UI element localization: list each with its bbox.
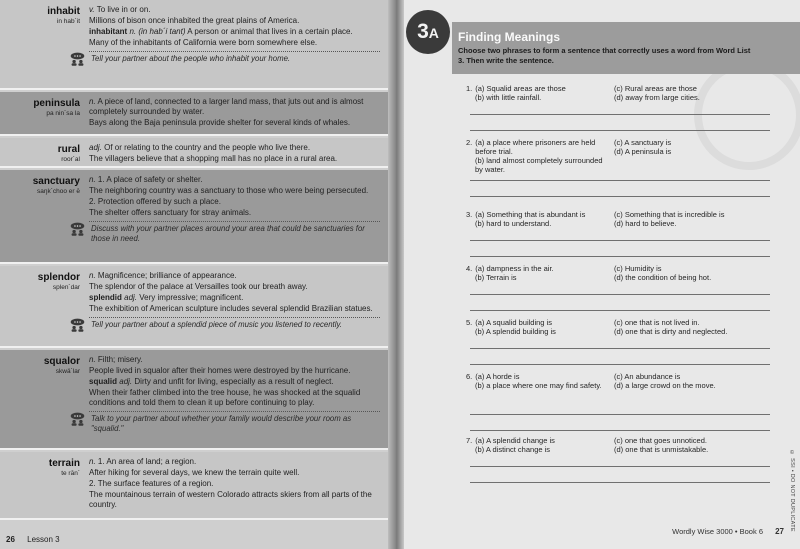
derived-word: splendid bbox=[89, 293, 122, 302]
choice-a: (a) Something that is abundant is bbox=[475, 210, 586, 219]
choice-a-row bbox=[466, 436, 606, 445]
section-title: Finding Meanings bbox=[458, 30, 560, 44]
dotted-divider bbox=[89, 221, 380, 222]
line-text: Dirty and unfit for living, especially as a result of neglect. bbox=[134, 377, 334, 386]
choice-a-row bbox=[466, 318, 606, 327]
definition bbox=[89, 97, 380, 117]
discussion-prompt bbox=[89, 414, 380, 434]
pronunciation: splen´dar bbox=[52, 284, 80, 291]
line-text: The shelter offers sanctuary for stray animals. bbox=[89, 208, 252, 217]
example-sentence bbox=[89, 282, 380, 292]
choices-cd bbox=[614, 84, 784, 102]
choice-b: (b) hard to understand. bbox=[475, 219, 552, 228]
entry-definitions bbox=[89, 138, 380, 165]
entry-definitions bbox=[89, 350, 380, 434]
pronunciation: te rān´ bbox=[61, 470, 80, 477]
book-spine bbox=[388, 0, 404, 549]
word-entries bbox=[0, 0, 388, 520]
choices-ab bbox=[466, 210, 606, 228]
answer-line[interactable] bbox=[470, 256, 770, 257]
question-number: 4. bbox=[466, 264, 473, 273]
choice-c: (c) Humidity is bbox=[614, 264, 662, 273]
definition bbox=[89, 377, 380, 387]
part-of-speech: adj. bbox=[124, 293, 138, 302]
left-page bbox=[0, 0, 392, 549]
entry-0 bbox=[0, 0, 388, 90]
left-page-number: 26 bbox=[6, 535, 15, 544]
question-7 bbox=[466, 436, 786, 486]
line-text: Millions of bison once inhabited the great plains of America. bbox=[89, 16, 300, 25]
lesson-badge bbox=[406, 10, 450, 54]
example-sentence bbox=[89, 118, 380, 128]
choice-b: (b) a place where one may find safety. bbox=[475, 381, 602, 390]
choice-a: (a) a place where prisoners are held before trial. bbox=[475, 138, 596, 156]
answer-line[interactable] bbox=[470, 414, 770, 415]
choice-a-row bbox=[466, 210, 606, 219]
question-number: 7. bbox=[466, 436, 473, 445]
line-text: The exhibition of American sculpture includes several splendid Brazilian statues. bbox=[89, 304, 373, 313]
answer-line[interactable] bbox=[470, 348, 770, 349]
question-1 bbox=[466, 84, 786, 134]
choice-a-row bbox=[466, 264, 606, 273]
choices-ab bbox=[466, 372, 606, 390]
question-5 bbox=[466, 318, 786, 368]
entry-4 bbox=[0, 266, 388, 348]
lesson-label: Lesson 3 bbox=[27, 535, 60, 544]
left-page-footer bbox=[6, 535, 60, 544]
choices-ab bbox=[466, 436, 606, 454]
choice-a-row bbox=[466, 84, 606, 93]
line-text: Bays along the Baja peninsula provide shelter for several kinds of whales. bbox=[89, 118, 351, 127]
line-text: Of or relating to the country and the people who live there. bbox=[104, 143, 311, 152]
entry-6 bbox=[0, 452, 388, 520]
entry-definitions bbox=[89, 0, 380, 66]
copyright-note: © SSI • DO NOT DUPLICATE bbox=[789, 450, 795, 532]
entry-3 bbox=[0, 170, 388, 264]
pronunciation: skwä´lar bbox=[55, 368, 80, 375]
choice-c: (c) one that is not lived in. bbox=[614, 318, 700, 327]
discussion-text: Tell your partner about a splendid piece of music you listened to recently. bbox=[91, 320, 342, 329]
answer-line[interactable] bbox=[470, 364, 770, 365]
line-text: When their father climbed into the tree house, he was shocked at the squalid conditions and told them to clean it up before continuing to play. bbox=[89, 388, 361, 407]
definition bbox=[89, 27, 380, 37]
line-text: The neighboring country was a sanctuary to those who were being persecuted. bbox=[89, 186, 369, 195]
headword: terrain bbox=[48, 458, 80, 469]
book-title: Wordly Wise 3000 • Book 6 bbox=[672, 527, 763, 536]
example-sentence bbox=[89, 490, 380, 510]
choice-a: (a) A horde is bbox=[475, 372, 520, 381]
example-sentence bbox=[89, 208, 380, 218]
discussion-text: Discuss with your partner places around your area that could be sanctuaries for those in need. bbox=[91, 224, 365, 243]
discussion-prompt bbox=[89, 224, 380, 244]
answer-line[interactable] bbox=[470, 430, 770, 431]
question-number: 3. bbox=[466, 210, 473, 219]
part-of-speech: n. bbox=[89, 175, 96, 184]
question-number: 1. bbox=[466, 84, 473, 93]
question-number: 2. bbox=[466, 138, 473, 147]
choice-c: (c) A sanctuary is bbox=[614, 138, 672, 147]
line-text: 2. The surface features of a region. bbox=[89, 479, 214, 488]
entry-headword bbox=[0, 266, 84, 291]
choice-d: (d) one that is dirty and neglected. bbox=[614, 327, 728, 336]
line-text: After hiking for several days, we knew the terrain quite well. bbox=[89, 468, 300, 477]
discussion-prompt bbox=[89, 320, 380, 332]
badge-letter: A bbox=[428, 25, 439, 41]
question-6 bbox=[466, 372, 786, 422]
line-text: Magnificence; brilliance of appearance. bbox=[97, 271, 237, 280]
question-number: 6. bbox=[466, 372, 473, 381]
choice-c: (c) Rural areas are those bbox=[614, 84, 697, 93]
choice-d: (d) A peninsula is bbox=[614, 147, 672, 156]
line-text: The mountainous terrain of western Colorado attracts skiers from all parts of the country. bbox=[89, 490, 372, 509]
choices-ab bbox=[466, 138, 606, 174]
example-sentence bbox=[89, 16, 380, 26]
entry-headword bbox=[0, 350, 84, 375]
pronunciation: in hab´it bbox=[56, 18, 80, 25]
derived-word: squalid bbox=[89, 377, 118, 386]
choice-d: (d) one that is unmistakable. bbox=[614, 445, 709, 454]
choice-d: (d) the condition of being hot. bbox=[614, 273, 712, 282]
example-sentence bbox=[89, 38, 380, 48]
choices-ab bbox=[466, 318, 606, 336]
partner-talk-icon bbox=[69, 52, 86, 66]
part-of-speech: n. bbox=[89, 355, 96, 364]
choice-a-row bbox=[466, 372, 606, 381]
part-of-speech: adj. bbox=[119, 377, 133, 386]
right-page-number: 27 bbox=[775, 527, 784, 536]
line-text: The splendor of the palace at Versailles took our breath away. bbox=[89, 282, 308, 291]
entry-headword bbox=[0, 138, 84, 163]
choice-b: (b) A distinct change is bbox=[475, 445, 551, 454]
entry-2 bbox=[0, 138, 388, 168]
answer-line[interactable] bbox=[470, 180, 770, 181]
choice-d: (d) away from large cities. bbox=[614, 93, 700, 102]
partner-talk-icon bbox=[69, 318, 86, 332]
part-of-speech: adj. bbox=[89, 143, 102, 152]
right-page bbox=[404, 0, 800, 549]
line-text: 2. Protection offered by such a place. bbox=[89, 197, 221, 206]
answer-line[interactable] bbox=[470, 196, 770, 197]
choice-c: (c) An abundance is bbox=[614, 372, 681, 381]
example-sentence bbox=[89, 479, 380, 489]
choices-ab bbox=[466, 264, 606, 282]
headword: peninsula bbox=[33, 98, 80, 109]
choices-ab bbox=[466, 84, 606, 102]
definition bbox=[89, 457, 380, 467]
discussion-prompt bbox=[89, 54, 380, 66]
entry-headword bbox=[0, 452, 84, 477]
entry-definitions bbox=[89, 452, 380, 511]
headword: rural bbox=[57, 144, 80, 155]
badge-number: 3 bbox=[417, 20, 429, 43]
entry-definitions bbox=[89, 266, 380, 332]
example-sentence bbox=[89, 154, 380, 164]
discussion-text: Tell your partner about the people who inhabit your home. bbox=[91, 54, 291, 63]
dotted-divider bbox=[89, 411, 380, 412]
answer-line[interactable] bbox=[470, 114, 770, 115]
dotted-divider bbox=[89, 51, 380, 52]
choice-c: (c) Something that is incredible is bbox=[614, 210, 725, 219]
line-text: The villagers believe that a shopping mall has no place in a rural area. bbox=[89, 154, 338, 163]
headword: sanctuary bbox=[32, 176, 80, 187]
part-of-speech: n. bbox=[89, 97, 96, 106]
choices-cd bbox=[614, 138, 784, 156]
choice-d: (d) hard to believe. bbox=[614, 219, 677, 228]
question-4 bbox=[466, 264, 786, 314]
derived-word: inhabitant bbox=[89, 27, 128, 36]
pronunciation: roor´al bbox=[61, 156, 80, 163]
line-text: To live in or on. bbox=[96, 5, 151, 14]
pronunciation: pa nin´sa la bbox=[46, 110, 80, 117]
headword: squalor bbox=[43, 356, 80, 367]
choice-b: (b) with little rainfall. bbox=[475, 93, 542, 102]
example-sentence bbox=[89, 468, 380, 478]
choices-cd bbox=[614, 318, 784, 336]
line-text: Very impressive; magnificent. bbox=[139, 293, 244, 302]
entry-headword bbox=[0, 0, 84, 25]
answer-line[interactable] bbox=[470, 482, 770, 483]
choice-a: (a) dampness in the air. bbox=[475, 264, 554, 273]
part-of-speech: v. bbox=[89, 5, 95, 14]
answer-line[interactable] bbox=[470, 466, 770, 467]
question-2 bbox=[466, 138, 786, 188]
headword: splendor bbox=[37, 272, 80, 283]
definition bbox=[89, 355, 380, 365]
discussion-text: Talk to your partner about whether your family would describe your room as "squalid." bbox=[91, 414, 352, 433]
line-text: 1. A place of safety or shelter. bbox=[97, 175, 203, 184]
question-3 bbox=[466, 210, 786, 260]
entry-definitions bbox=[89, 170, 380, 244]
partner-talk-icon bbox=[69, 222, 86, 236]
part-of-speech: n. (in hab´i tant) bbox=[129, 27, 186, 36]
definition bbox=[89, 271, 380, 281]
line-text: People lived in squalor after their homes were destroyed by the hurricane. bbox=[89, 366, 351, 375]
line-text: Many of the inhabitants of California were born somewhere else. bbox=[89, 38, 318, 47]
choice-a: (a) A splendid change is bbox=[475, 436, 555, 445]
answer-line[interactable] bbox=[470, 310, 770, 311]
example-sentence bbox=[89, 186, 380, 196]
example-sentence bbox=[89, 304, 380, 314]
definition bbox=[89, 143, 380, 153]
example-sentence bbox=[89, 197, 380, 207]
line-text: A person or animal that lives in a certain place. bbox=[187, 27, 353, 36]
choice-b: (b) Terrain is bbox=[475, 273, 517, 282]
definition bbox=[89, 293, 380, 303]
choices-cd bbox=[614, 210, 784, 228]
definition bbox=[89, 175, 380, 185]
entry-headword bbox=[0, 92, 84, 117]
answer-line[interactable] bbox=[470, 294, 770, 295]
example-sentence bbox=[89, 388, 380, 408]
choice-c: (c) one that goes unnoticed. bbox=[614, 436, 707, 445]
instructions: Choose two phrases to form a sentence that correctly uses a word from Word List 3. Then write the sentence. bbox=[458, 46, 751, 65]
answer-line[interactable] bbox=[470, 240, 770, 241]
example-sentence bbox=[89, 366, 380, 376]
part-of-speech: n. bbox=[89, 271, 96, 280]
choice-b: (b) land almost completely surrounded by water. bbox=[475, 156, 603, 174]
entry-headword bbox=[0, 170, 84, 195]
choice-a: (a) A squalid building is bbox=[475, 318, 552, 327]
line-text: 1. An area of land; a region. bbox=[97, 457, 197, 466]
choice-a-row bbox=[466, 138, 606, 156]
pronunciation: saŋk´choo er ē bbox=[37, 188, 80, 195]
entry-5 bbox=[0, 350, 388, 450]
choices-cd bbox=[614, 436, 784, 454]
choices-cd bbox=[614, 372, 784, 390]
line-text: Filth; misery. bbox=[97, 355, 143, 364]
entry-definitions bbox=[89, 92, 380, 129]
choices-cd bbox=[614, 264, 784, 282]
question-number: 5. bbox=[466, 318, 473, 327]
answer-line[interactable] bbox=[470, 130, 770, 131]
right-page-footer bbox=[672, 527, 784, 536]
entry-1 bbox=[0, 92, 388, 136]
partner-talk-icon bbox=[69, 412, 86, 426]
choice-b: (b) A splendid building is bbox=[475, 327, 556, 336]
definition bbox=[89, 5, 380, 15]
choice-a: (a) Squalid areas are those bbox=[475, 84, 566, 93]
headword: inhabit bbox=[47, 6, 80, 17]
line-text: A piece of land, connected to a larger land mass, that juts out and is almost completely surrounded by water. bbox=[89, 97, 364, 116]
part-of-speech: n. bbox=[89, 457, 96, 466]
dotted-divider bbox=[89, 317, 380, 318]
choice-d: (d) a large crowd on the move. bbox=[614, 381, 716, 390]
